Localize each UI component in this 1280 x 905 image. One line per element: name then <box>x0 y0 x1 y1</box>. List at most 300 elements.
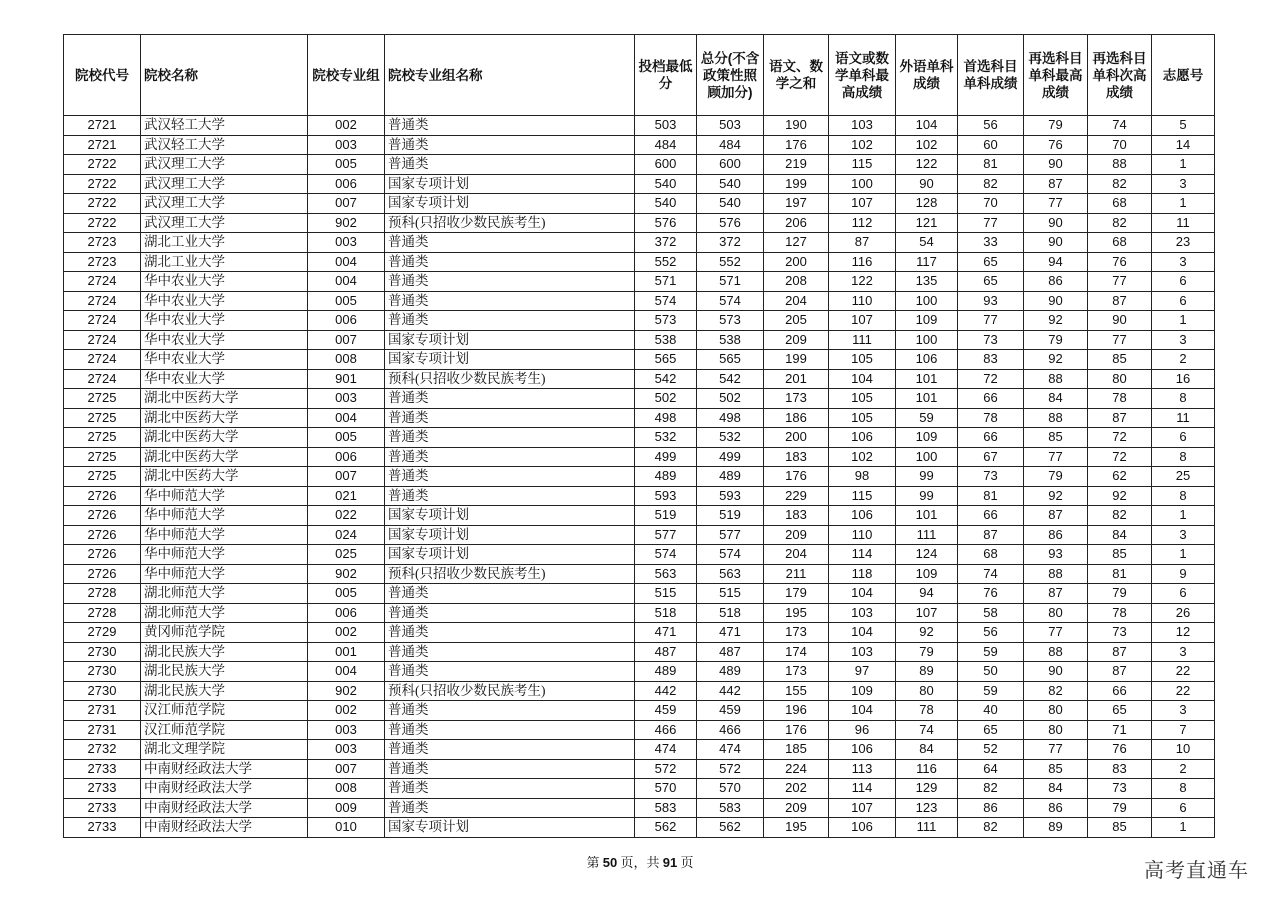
cell-school-code: 2732 <box>64 740 141 760</box>
cell-school-code: 2726 <box>64 525 141 545</box>
cell-elective-second: 73 <box>1088 779 1152 799</box>
cell-first-subject: 56 <box>958 623 1024 643</box>
cell-total-score: 489 <box>697 467 764 487</box>
table-row <box>64 135 1215 155</box>
cell-first-subject: 33 <box>958 233 1024 253</box>
cell-min-score: 532 <box>635 428 697 448</box>
cell-foreign-language: 100 <box>896 291 958 311</box>
cell-min-score: 574 <box>635 545 697 565</box>
cell-foreign-language: 129 <box>896 779 958 799</box>
cell-elective-second: 77 <box>1088 272 1152 292</box>
cell-elective-max: 80 <box>1024 720 1088 740</box>
cell-chinese-math-max: 105 <box>829 389 896 409</box>
cell-chinese-math-sum: 209 <box>764 798 829 818</box>
table-row <box>64 233 1215 253</box>
cell-choice-number: 2 <box>1152 759 1215 779</box>
cell-elective-max: 90 <box>1024 291 1088 311</box>
cell-choice-number: 1 <box>1152 155 1215 175</box>
cell-min-score: 583 <box>635 798 697 818</box>
cell-group-code: 902 <box>308 213 385 233</box>
cell-first-subject: 83 <box>958 350 1024 370</box>
cell-group-name: 预科(只招收少数民族考生) <box>385 213 635 233</box>
cell-chinese-math-sum: 211 <box>764 564 829 584</box>
cell-foreign-language: 78 <box>896 701 958 721</box>
cell-min-score: 518 <box>635 603 697 623</box>
cell-elective-max: 88 <box>1024 564 1088 584</box>
cell-elective-second: 74 <box>1088 116 1152 136</box>
cell-first-subject: 64 <box>958 759 1024 779</box>
cell-group-code: 025 <box>308 545 385 565</box>
table-row <box>64 701 1215 721</box>
cell-group-code: 024 <box>308 525 385 545</box>
cell-group-code: 002 <box>308 623 385 643</box>
cell-school-code: 2724 <box>64 311 141 331</box>
cell-foreign-language: 101 <box>896 506 958 526</box>
cell-elective-second: 92 <box>1088 486 1152 506</box>
cell-school-name: 武汉理工大学 <box>141 174 308 194</box>
cell-min-score: 515 <box>635 584 697 604</box>
cell-total-score: 583 <box>697 798 764 818</box>
cell-choice-number: 16 <box>1152 369 1215 389</box>
cell-chinese-math-sum: 173 <box>764 662 829 682</box>
footer-prefix: 第 <box>586 855 600 870</box>
cell-school-code: 2722 <box>64 155 141 175</box>
cell-chinese-math-max: 122 <box>829 272 896 292</box>
cell-choice-number: 3 <box>1152 252 1215 272</box>
cell-group-name: 预科(只招收少数民族考生) <box>385 681 635 701</box>
cell-foreign-language: 109 <box>896 564 958 584</box>
cell-total-score: 572 <box>697 759 764 779</box>
footer-page-number: 50 <box>602 855 618 870</box>
cell-choice-number: 6 <box>1152 584 1215 604</box>
cell-first-subject: 65 <box>958 252 1024 272</box>
cell-group-code: 007 <box>308 194 385 214</box>
cell-choice-number: 1 <box>1152 818 1215 838</box>
cell-first-subject: 70 <box>958 194 1024 214</box>
cell-group-name: 国家专项计划 <box>385 525 635 545</box>
header-school-code: 院校代号 <box>64 35 141 116</box>
cell-elective-second: 84 <box>1088 525 1152 545</box>
cell-min-score: 466 <box>635 720 697 740</box>
table-body <box>64 116 1215 838</box>
cell-school-code: 2725 <box>64 447 141 467</box>
cell-first-subject: 65 <box>958 720 1024 740</box>
table-row <box>64 486 1215 506</box>
cell-school-code: 2722 <box>64 194 141 214</box>
cell-choice-number: 7 <box>1152 720 1215 740</box>
cell-school-name: 华中农业大学 <box>141 369 308 389</box>
cell-school-name: 华中师范大学 <box>141 525 308 545</box>
cell-chinese-math-sum: 190 <box>764 116 829 136</box>
table-row <box>64 525 1215 545</box>
cell-group-code: 006 <box>308 311 385 331</box>
cell-first-subject: 87 <box>958 525 1024 545</box>
cell-school-code: 2726 <box>64 486 141 506</box>
cell-chinese-math-sum: 219 <box>764 155 829 175</box>
cell-group-name: 普通类 <box>385 467 635 487</box>
cell-foreign-language: 74 <box>896 720 958 740</box>
cell-chinese-math-max: 106 <box>829 506 896 526</box>
cell-school-name: 武汉理工大学 <box>141 155 308 175</box>
cell-min-score: 571 <box>635 272 697 292</box>
cell-foreign-language: 92 <box>896 623 958 643</box>
cell-chinese-math-max: 111 <box>829 330 896 350</box>
cell-group-name: 普通类 <box>385 311 635 331</box>
cell-school-code: 2728 <box>64 603 141 623</box>
cell-first-subject: 66 <box>958 506 1024 526</box>
cell-group-name: 普通类 <box>385 135 635 155</box>
cell-min-score: 573 <box>635 311 697 331</box>
cell-school-name: 湖北中医药大学 <box>141 447 308 467</box>
header-group-code: 院校专业组 <box>308 35 385 116</box>
table-row <box>64 779 1215 799</box>
cell-choice-number: 6 <box>1152 798 1215 818</box>
table-row <box>64 428 1215 448</box>
cell-chinese-math-max: 116 <box>829 252 896 272</box>
cell-elective-second: 72 <box>1088 428 1152 448</box>
cell-min-score: 519 <box>635 506 697 526</box>
cell-school-name: 湖北中医药大学 <box>141 408 308 428</box>
cell-elective-max: 80 <box>1024 701 1088 721</box>
cell-total-score: 484 <box>697 135 764 155</box>
cell-elective-max: 86 <box>1024 798 1088 818</box>
cell-foreign-language: 89 <box>896 662 958 682</box>
cell-group-name: 普通类 <box>385 155 635 175</box>
cell-chinese-math-max: 106 <box>829 818 896 838</box>
cell-elective-second: 76 <box>1088 252 1152 272</box>
cell-school-name: 湖北中医药大学 <box>141 389 308 409</box>
cell-first-subject: 82 <box>958 174 1024 194</box>
cell-school-name: 湖北中医药大学 <box>141 428 308 448</box>
cell-first-subject: 81 <box>958 155 1024 175</box>
cell-chinese-math-max: 87 <box>829 233 896 253</box>
cell-choice-number: 8 <box>1152 447 1215 467</box>
cell-chinese-math-max: 110 <box>829 291 896 311</box>
cell-group-name: 国家专项计划 <box>385 818 635 838</box>
cell-min-score: 576 <box>635 213 697 233</box>
cell-chinese-math-sum: 173 <box>764 389 829 409</box>
cell-school-name: 华中农业大学 <box>141 330 308 350</box>
cell-chinese-math-max: 103 <box>829 116 896 136</box>
cell-first-subject: 66 <box>958 389 1024 409</box>
cell-choice-number: 11 <box>1152 213 1215 233</box>
cell-chinese-math-max: 112 <box>829 213 896 233</box>
cell-elective-second: 87 <box>1088 662 1152 682</box>
cell-chinese-math-max: 104 <box>829 623 896 643</box>
cell-group-name: 国家专项计划 <box>385 506 635 526</box>
cell-min-score: 577 <box>635 525 697 545</box>
cell-chinese-math-sum: 200 <box>764 428 829 448</box>
cell-group-name: 普通类 <box>385 603 635 623</box>
cell-min-score: 484 <box>635 135 697 155</box>
cell-foreign-language: 135 <box>896 272 958 292</box>
cell-elective-second: 70 <box>1088 135 1152 155</box>
cell-chinese-math-sum: 224 <box>764 759 829 779</box>
table-row <box>64 252 1215 272</box>
cell-group-name: 国家专项计划 <box>385 194 635 214</box>
table-row <box>64 116 1215 136</box>
cell-foreign-language: 124 <box>896 545 958 565</box>
table-row <box>64 759 1215 779</box>
cell-school-code: 2726 <box>64 545 141 565</box>
cell-group-code: 021 <box>308 486 385 506</box>
cell-chinese-math-max: 118 <box>829 564 896 584</box>
cell-chinese-math-max: 104 <box>829 584 896 604</box>
cell-elective-max: 79 <box>1024 467 1088 487</box>
cell-chinese-math-sum: 176 <box>764 720 829 740</box>
cell-first-subject: 72 <box>958 369 1024 389</box>
cell-elective-second: 66 <box>1088 681 1152 701</box>
cell-chinese-math-max: 106 <box>829 740 896 760</box>
cell-elective-second: 85 <box>1088 545 1152 565</box>
cell-elective-second: 79 <box>1088 584 1152 604</box>
cell-group-code: 006 <box>308 447 385 467</box>
cell-chinese-math-max: 113 <box>829 759 896 779</box>
table-row <box>64 194 1215 214</box>
cell-group-name: 普通类 <box>385 447 635 467</box>
header-foreign-language: 外语单科成绩 <box>896 35 958 116</box>
cell-group-code: 003 <box>308 135 385 155</box>
cell-choice-number: 8 <box>1152 779 1215 799</box>
cell-total-score: 576 <box>697 213 764 233</box>
cell-group-name: 普通类 <box>385 252 635 272</box>
cell-total-score: 552 <box>697 252 764 272</box>
cell-total-score: 600 <box>697 155 764 175</box>
cell-school-name: 华中师范大学 <box>141 564 308 584</box>
cell-total-score: 459 <box>697 701 764 721</box>
table-row <box>64 623 1215 643</box>
header-total-score: 总分(不含政策性照顾加分) <box>697 35 764 116</box>
cell-school-code: 2733 <box>64 759 141 779</box>
cell-choice-number: 9 <box>1152 564 1215 584</box>
cell-group-name: 普通类 <box>385 662 635 682</box>
cell-group-code: 004 <box>308 272 385 292</box>
table-row <box>64 272 1215 292</box>
cell-first-subject: 56 <box>958 116 1024 136</box>
cell-group-code: 008 <box>308 779 385 799</box>
cell-min-score: 499 <box>635 447 697 467</box>
cell-group-name: 普通类 <box>385 272 635 292</box>
cell-chinese-math-sum: 197 <box>764 194 829 214</box>
cell-group-name: 普通类 <box>385 779 635 799</box>
cell-school-code: 2722 <box>64 174 141 194</box>
cell-foreign-language: 80 <box>896 681 958 701</box>
cell-total-score: 474 <box>697 740 764 760</box>
cell-elective-max: 93 <box>1024 545 1088 565</box>
table-row <box>64 408 1215 428</box>
cell-chinese-math-sum: 204 <box>764 291 829 311</box>
cell-school-code: 2725 <box>64 389 141 409</box>
cell-choice-number: 8 <box>1152 486 1215 506</box>
cell-chinese-math-max: 115 <box>829 486 896 506</box>
table-row <box>64 564 1215 584</box>
cell-choice-number: 1 <box>1152 311 1215 331</box>
cell-school-name: 湖北民族大学 <box>141 642 308 662</box>
cell-min-score: 498 <box>635 408 697 428</box>
table-row <box>64 213 1215 233</box>
header-first-subject: 首选科目单科成绩 <box>958 35 1024 116</box>
cell-elective-max: 77 <box>1024 623 1088 643</box>
cell-total-score: 503 <box>697 116 764 136</box>
cell-school-code: 2725 <box>64 408 141 428</box>
cell-first-subject: 59 <box>958 681 1024 701</box>
cell-min-score: 562 <box>635 818 697 838</box>
cell-choice-number: 23 <box>1152 233 1215 253</box>
cell-total-score: 542 <box>697 369 764 389</box>
cell-elective-max: 92 <box>1024 350 1088 370</box>
cell-school-code: 2723 <box>64 252 141 272</box>
cell-group-code: 003 <box>308 720 385 740</box>
cell-elective-second: 68 <box>1088 194 1152 214</box>
cell-total-score: 540 <box>697 194 764 214</box>
cell-group-code: 006 <box>308 174 385 194</box>
cell-school-code: 2733 <box>64 779 141 799</box>
cell-choice-number: 22 <box>1152 681 1215 701</box>
cell-group-code: 004 <box>308 662 385 682</box>
cell-total-score: 487 <box>697 642 764 662</box>
cell-total-score: 570 <box>697 779 764 799</box>
cell-first-subject: 65 <box>958 272 1024 292</box>
cell-elective-max: 88 <box>1024 642 1088 662</box>
cell-chinese-math-sum: 155 <box>764 681 829 701</box>
cell-elective-max: 87 <box>1024 174 1088 194</box>
cell-school-name: 湖北民族大学 <box>141 681 308 701</box>
cell-chinese-math-sum: 176 <box>764 467 829 487</box>
cell-chinese-math-max: 102 <box>829 135 896 155</box>
cell-choice-number: 22 <box>1152 662 1215 682</box>
cell-group-code: 009 <box>308 798 385 818</box>
cell-total-score: 515 <box>697 584 764 604</box>
cell-choice-number: 3 <box>1152 701 1215 721</box>
cell-elective-max: 90 <box>1024 662 1088 682</box>
cell-chinese-math-max: 104 <box>829 701 896 721</box>
cell-elective-max: 85 <box>1024 428 1088 448</box>
cell-group-code: 002 <box>308 116 385 136</box>
cell-foreign-language: 84 <box>896 740 958 760</box>
cell-chinese-math-max: 103 <box>829 642 896 662</box>
cell-chinese-math-max: 103 <box>829 603 896 623</box>
cell-school-name: 中南财经政法大学 <box>141 798 308 818</box>
cell-school-code: 2731 <box>64 701 141 721</box>
cell-total-score: 563 <box>697 564 764 584</box>
cell-foreign-language: 101 <box>896 369 958 389</box>
cell-group-code: 005 <box>308 428 385 448</box>
cell-min-score: 487 <box>635 642 697 662</box>
cell-school-name: 中南财经政法大学 <box>141 759 308 779</box>
cell-elective-max: 85 <box>1024 759 1088 779</box>
cell-elective-max: 77 <box>1024 447 1088 467</box>
cell-choice-number: 3 <box>1152 330 1215 350</box>
cell-foreign-language: 100 <box>896 447 958 467</box>
cell-min-score: 574 <box>635 291 697 311</box>
cell-elective-second: 65 <box>1088 701 1152 721</box>
cell-group-name: 普通类 <box>385 408 635 428</box>
cell-elective-max: 89 <box>1024 818 1088 838</box>
cell-chinese-math-sum: 127 <box>764 233 829 253</box>
cell-total-score: 498 <box>697 408 764 428</box>
cell-group-name: 预科(只招收少数民族考生) <box>385 369 635 389</box>
cell-group-code: 003 <box>308 233 385 253</box>
cell-elective-second: 82 <box>1088 213 1152 233</box>
cell-foreign-language: 59 <box>896 408 958 428</box>
admission-score-table <box>63 34 1215 838</box>
cell-chinese-math-sum: 209 <box>764 525 829 545</box>
cell-school-name: 湖北中医药大学 <box>141 467 308 487</box>
header-group-name: 院校专业组名称 <box>385 35 635 116</box>
cell-choice-number: 1 <box>1152 194 1215 214</box>
cell-chinese-math-sum: 208 <box>764 272 829 292</box>
cell-chinese-math-max: 105 <box>829 408 896 428</box>
cell-school-code: 2733 <box>64 818 141 838</box>
cell-first-subject: 82 <box>958 818 1024 838</box>
cell-first-subject: 82 <box>958 779 1024 799</box>
cell-group-code: 008 <box>308 350 385 370</box>
cell-school-code: 2725 <box>64 467 141 487</box>
cell-group-name: 普通类 <box>385 584 635 604</box>
cell-total-score: 574 <box>697 291 764 311</box>
cell-first-subject: 66 <box>958 428 1024 448</box>
cell-elective-second: 85 <box>1088 350 1152 370</box>
cell-foreign-language: 94 <box>896 584 958 604</box>
table-row <box>64 818 1215 838</box>
cell-total-score: 471 <box>697 623 764 643</box>
cell-elective-second: 78 <box>1088 389 1152 409</box>
cell-school-name: 华中师范大学 <box>141 486 308 506</box>
cell-chinese-math-max: 100 <box>829 174 896 194</box>
cell-foreign-language: 122 <box>896 155 958 175</box>
cell-group-name: 国家专项计划 <box>385 174 635 194</box>
cell-foreign-language: 106 <box>896 350 958 370</box>
page-footer <box>0 852 1280 871</box>
cell-elective-max: 76 <box>1024 135 1088 155</box>
cell-choice-number: 5 <box>1152 116 1215 136</box>
cell-elective-second: 72 <box>1088 447 1152 467</box>
cell-elective-second: 62 <box>1088 467 1152 487</box>
cell-school-code: 2729 <box>64 623 141 643</box>
cell-group-name: 普通类 <box>385 720 635 740</box>
cell-chinese-math-max: 115 <box>829 155 896 175</box>
cell-elective-max: 77 <box>1024 194 1088 214</box>
cell-group-name: 普通类 <box>385 740 635 760</box>
table-row <box>64 720 1215 740</box>
cell-elective-second: 87 <box>1088 291 1152 311</box>
cell-min-score: 600 <box>635 155 697 175</box>
table-row <box>64 330 1215 350</box>
cell-choice-number: 6 <box>1152 272 1215 292</box>
cell-first-subject: 73 <box>958 330 1024 350</box>
cell-school-code: 2724 <box>64 291 141 311</box>
cell-group-name: 国家专项计划 <box>385 350 635 370</box>
cell-first-subject: 86 <box>958 798 1024 818</box>
cell-school-code: 2726 <box>64 564 141 584</box>
cell-elective-max: 86 <box>1024 272 1088 292</box>
cell-chinese-math-sum: 174 <box>764 642 829 662</box>
cell-chinese-math-sum: 176 <box>764 135 829 155</box>
cell-min-score: 474 <box>635 740 697 760</box>
cell-chinese-math-max: 97 <box>829 662 896 682</box>
cell-choice-number: 3 <box>1152 642 1215 662</box>
cell-school-name: 湖北工业大学 <box>141 252 308 272</box>
cell-foreign-language: 99 <box>896 486 958 506</box>
cell-school-code: 2731 <box>64 720 141 740</box>
cell-total-score: 519 <box>697 506 764 526</box>
cell-school-code: 2722 <box>64 213 141 233</box>
header-elective-second: 再选科目单科次高成绩 <box>1088 35 1152 116</box>
cell-elective-max: 79 <box>1024 330 1088 350</box>
cell-total-score: 573 <box>697 311 764 331</box>
cell-foreign-language: 123 <box>896 798 958 818</box>
cell-elective-second: 81 <box>1088 564 1152 584</box>
